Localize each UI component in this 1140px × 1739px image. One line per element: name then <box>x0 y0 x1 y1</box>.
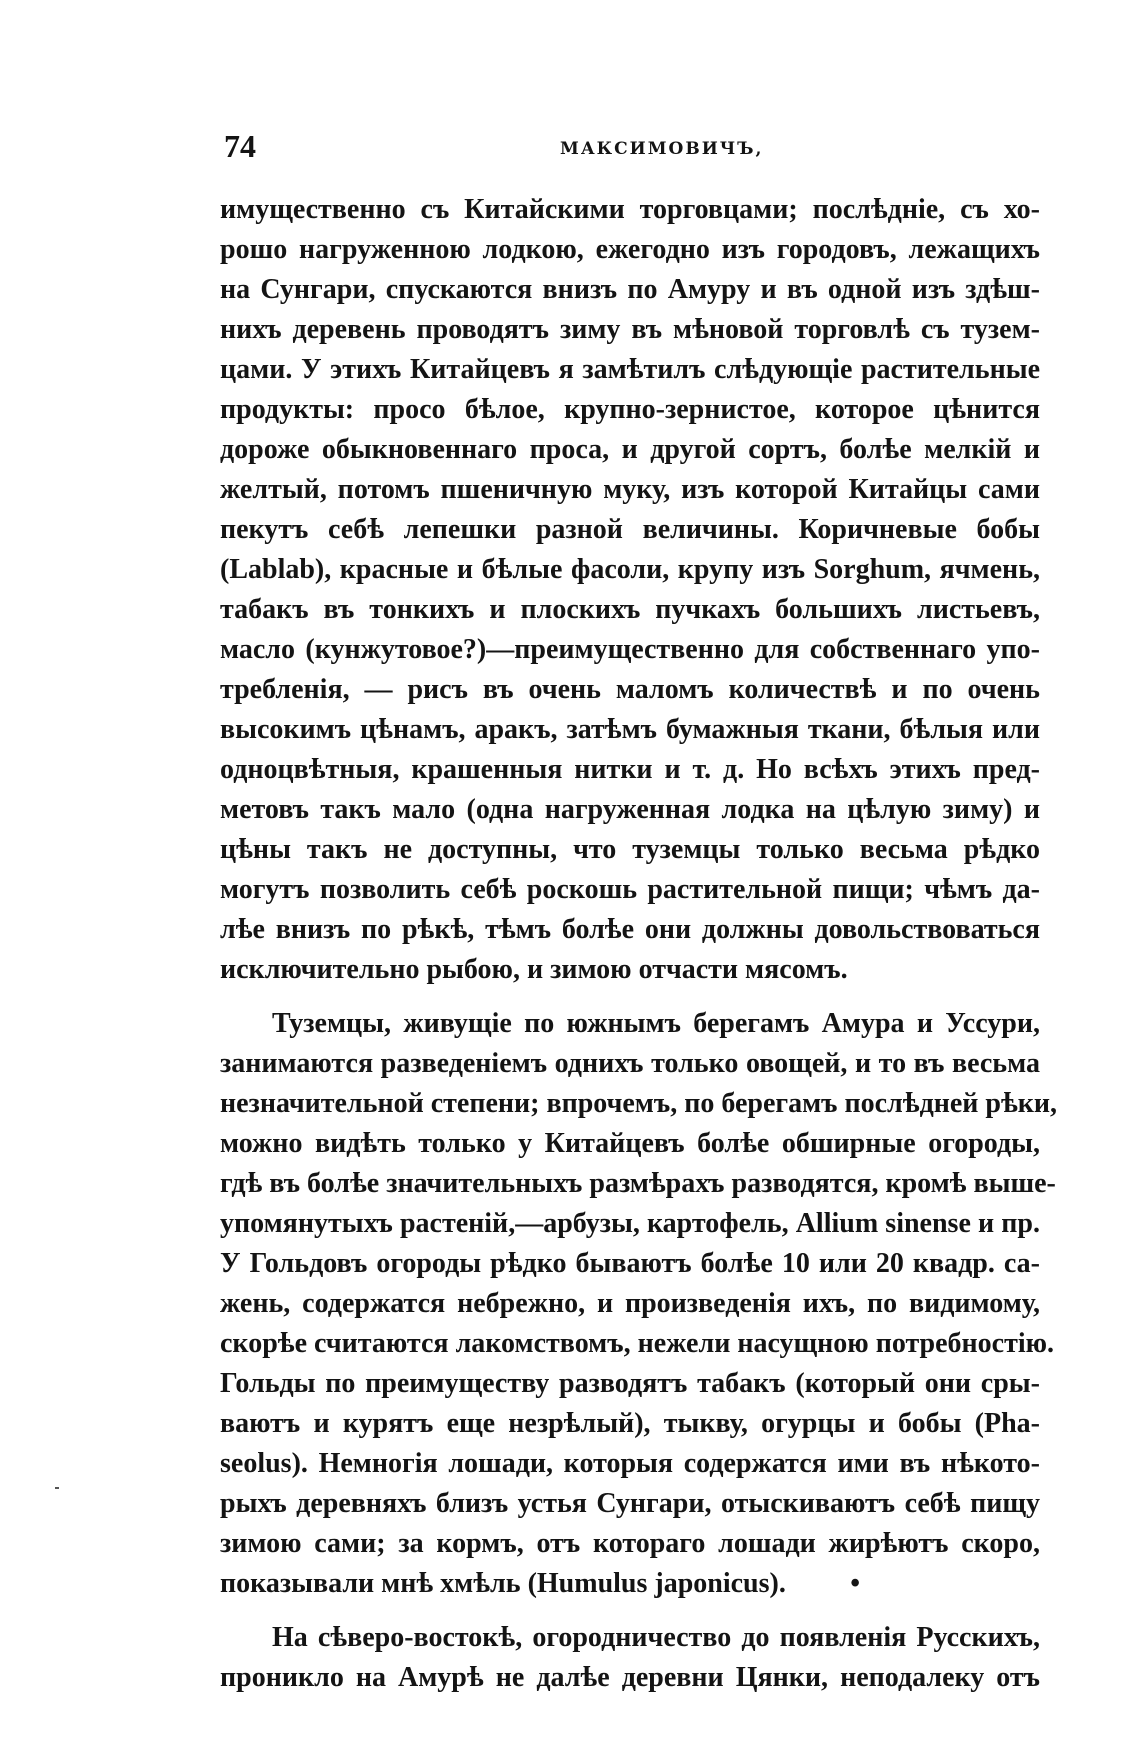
body-text <box>220 190 1058 1698</box>
paragraph-gap <box>220 1604 1040 1618</box>
text-line: Туземцы, живущіе по южнымъ берегамъ Амура и Уссури, <box>272 1008 1040 1039</box>
text-line: табакъ въ тонкихъ и плоскихъ пучкахъ большихъ листьевъ, <box>220 594 1040 625</box>
text-line: упомянутыхъ растеній,—арбузы, картофель, Allium sinense и пр. <box>220 1208 1040 1239</box>
text-line: исключительно рыбою, и зимою отчасти мясомъ. <box>220 954 848 985</box>
scan-speck <box>55 1487 59 1489</box>
text-line: незначительной степени; впрочемъ, по берегамъ послѣдней рѣки, <box>220 1088 1058 1119</box>
text-line: масло (кунжутовое?)—преимущественно для собственнаго упо- <box>220 634 1040 665</box>
paragraph <box>220 190 1040 990</box>
text-line: продукты: просо бѣлое, крупно-зернистое, которое цѣнится <box>220 394 1040 425</box>
text-line: • <box>850 1568 860 1599</box>
text-line: цѣны такъ не доступны, что туземцы только весьма рѣдко <box>220 834 1040 865</box>
running-head: МАКСИМОВИЧЪ, <box>560 139 764 159</box>
text-line: Гольды по преимуществу разводятъ табакъ (который они сры- <box>220 1368 1040 1399</box>
text-line: (Lablab), красные и бѣлые фасоли, крупу изъ Sorghum, ячмень, <box>220 554 1040 585</box>
text-line: метовъ такъ мало (одна нагруженная лодка на цѣлую зиму) и <box>220 794 1040 825</box>
text-line: показывали мнѣ хмѣль (Humulus japonicus). <box>220 1568 786 1599</box>
text-line: нихъ деревень проводятъ зиму въ мѣновой торговлѣ съ тузем- <box>220 314 1040 345</box>
text-line: дороже обыкновеннаго проса, и другой сортъ, болѣе мелкій и <box>220 434 1040 465</box>
text-line: У Гольдовъ огороды рѣдко бываютъ болѣе 10 или 20 квадр. са- <box>220 1248 1040 1279</box>
text-line: рыхъ деревняхъ близъ устья Сунгари, отыскиваютъ себѣ пищу <box>220 1488 1040 1519</box>
text-line: цами. У этихъ Китайцевъ я замѣтилъ слѣдующіе растительные <box>220 354 1040 385</box>
text-line: занимаются разведеніемъ однихъ только овощей, и то въ весьма <box>220 1048 1040 1079</box>
text-line: имущественно съ Китайскими торговцами; послѣдніе, съ хо- <box>220 194 1040 225</box>
text-line: могутъ позволить себѣ роскошь растительной пищи; чѣмъ да- <box>220 874 1040 905</box>
text-line: одноцвѣтныя, крашенныя нитки и т. д. Но всѣхъ этихъ пред- <box>220 754 1040 785</box>
text-line: скорѣе считаются лакомствомъ, нежели насущною потребностію. <box>220 1328 1055 1359</box>
text-line: гдѣ въ болѣе значительныхъ размѣрахъ разводятся, кромѣ выше- <box>220 1168 1056 1199</box>
text-line: можно видѣть только у Китайцевъ болѣе обширные огороды, <box>220 1128 1040 1159</box>
text-line: жень, содержатся небрежно, и произведенія ихъ, по видимому, <box>220 1288 1040 1319</box>
text-line: пекутъ себѣ лепешки разной величины. Коричневые бобы <box>220 514 1040 545</box>
text-line: На сѣверо-востокѣ, огородничество до появленія Русскихъ, <box>272 1622 1040 1653</box>
text-line: рошо нагруженною лодкою, ежегодно изъ городовъ, лежащихъ <box>220 234 1040 265</box>
text-line: высокимъ цѣнамъ, аракъ, затѣмъ бумажныя ткани, бѣлыя или <box>220 714 1040 745</box>
page-header <box>220 126 1040 166</box>
text-line: seolus). Немногія лошади, которыя содержатся ими въ нѣкото- <box>220 1448 1040 1479</box>
text-line: желтый, потомъ пшеничную муку, изъ которой Китайцы сами <box>220 474 1040 505</box>
paragraph-gap <box>220 990 1040 1004</box>
text-line: лѣе внизъ по рѣкѣ, тѣмъ болѣе они должны довольствоваться <box>220 914 1040 945</box>
text-line: зимою сами; за кормъ, отъ котораго лошади жирѣютъ скоро, <box>220 1528 1040 1559</box>
paragraph <box>220 1004 1058 1604</box>
paragraph <box>220 1618 1040 1698</box>
text-line: ваютъ и курятъ еще незрѣлый), тыкву, огурцы и бобы (Pha- <box>220 1408 1040 1439</box>
text-line: на Сунгари, спускаются внизъ по Амуру и въ одной изъ здѣш- <box>220 274 1040 305</box>
text-line: требленія, — рисъ въ очень маломъ количествѣ и по очень <box>220 674 1040 705</box>
text-line: проникло на Амурѣ не далѣе деревни Цянки, неподалеку отъ <box>220 1662 1040 1693</box>
page-number: 74 <box>224 128 256 164</box>
